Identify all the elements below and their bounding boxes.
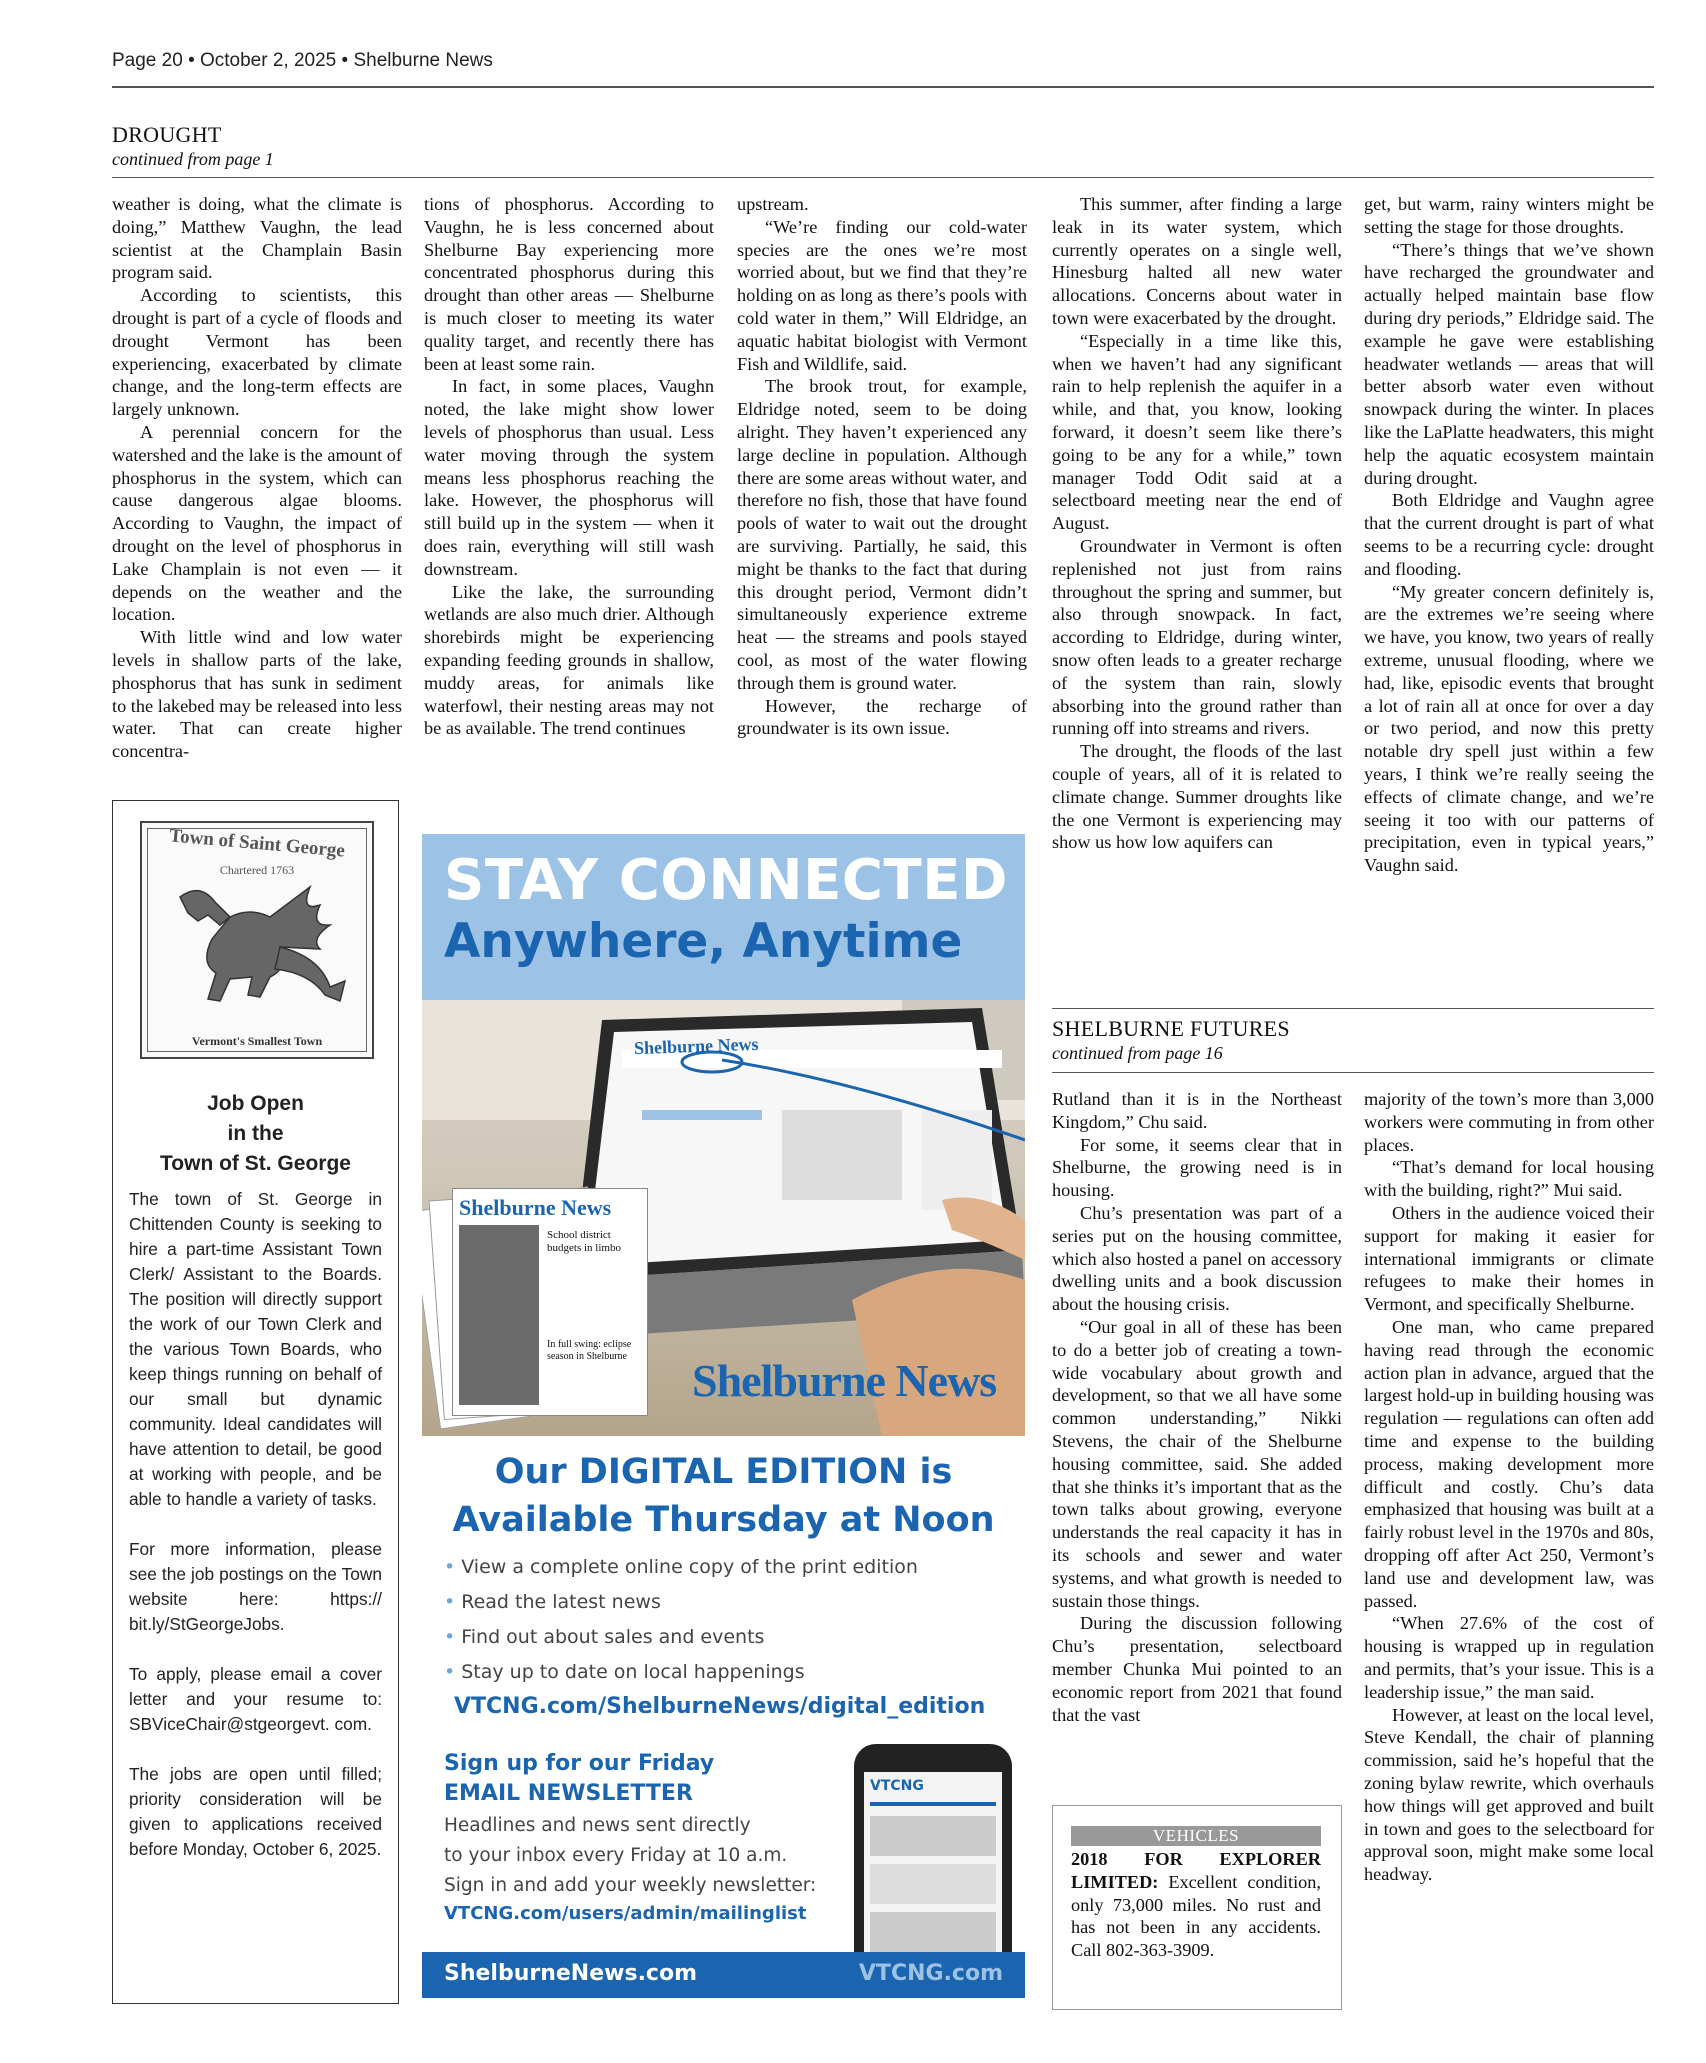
classified-category: VEHICLES	[1071, 1826, 1321, 1846]
drought-column-3	[737, 193, 1027, 740]
paper-masthead: Shelburne News	[459, 1195, 612, 1220]
paragraph: With little wind and low water levels in shallow parts of the lake, phosphorus that has sunk in sediment to the lakebed may be released into less water. That can create higher concentra-	[112, 627, 402, 762]
paper-subhead: In full swing: eclipse season in Shelburne	[547, 1339, 632, 1362]
paragraph: Rutland than it is in the Northeast Kingdom,” Chu said.	[1052, 1089, 1342, 1132]
paragraph: weather is doing, what the climate is doing,” Matthew Vaughn, the lead scientist at the Champlain Basin program said.	[112, 194, 402, 283]
phone-logo: VTCNG	[870, 1778, 924, 1794]
bullet-item: • Find out about sales and events	[444, 1626, 765, 1648]
seal-motto: Vermont's Smallest Town	[191, 1034, 323, 1048]
shelburnenews-link[interactable]: ShelburneNews.com	[444, 1961, 697, 1986]
drought-rule	[112, 177, 1654, 178]
paragraph: This summer, after finding a large leak in its water system, which currently operates on a single well, Hinesburg halted all new water allocations. Concerns about water in town were exacerbated by the drought.	[1052, 194, 1342, 328]
paragraph: Both Eldridge and Vaughn agree that the current drought is part of what seems to be a recurring cycle: drought and flooding.	[1364, 490, 1654, 579]
job-heading: Job Open in the Town of St. George	[160, 1092, 351, 1175]
paragraph: In fact, in some places, Vaughn noted, the lake might show lower levels of phosphorus than usual. Less water moving through the system means less phosphorus reaching the lake. However, the phosphorus will still build up in the system — when it does rain, everything will still wash downstream.	[424, 376, 714, 579]
page-folio: Page 20 • October 2, 2025 • Shelburne News	[112, 50, 493, 71]
shelburne-news-logo: Shelburne News	[692, 1355, 997, 1406]
paragraph: A perennial concern for the watershed and the lake is the amount of phosphorus in the system, which can cause dangerous algae blooms. According to Vaughn, the impact of drought on the level of phosphorus in Lake Champlain is not even — it depends on the weather and the location.	[112, 421, 402, 625]
folio-rule	[112, 86, 1654, 88]
paragraph: “My greater concern definitely is, are the extremes we’re seeing where we have, you know, two years of really extreme, unusual flooding, where we had, like, episodic events that brought a lot of rain all at once for over a day or two period, and now this pretty notable dry spell just within a few years, I think we’re really seeing the effects of climate change, and we’re seeing it too with our patterns of precipitation, even in typical years,” Vaughn said.	[1364, 581, 1654, 876]
paragraph: However, the recharge of groundwater is its own issue.	[737, 695, 1027, 739]
paragraph: For some, it seems clear that in Shelburne, the growing need is in housing.	[1052, 1134, 1342, 1201]
ad-digital-edition: Our DIGITAL EDITION is Available Thursday at Noon	[452, 1452, 995, 1540]
paragraph: “We’re finding our cold-water species are the ones we’re most worried about, but we find that they’re holding on as long as there’s pools with cold water in them,” Will Eldridge, an aquatic habitat biologist with Vermont Fish and Wildlife, said.	[737, 216, 1027, 374]
drought-column-4	[1052, 193, 1342, 854]
job-deadline: The jobs are open until filled; priority consideration will be given to applications received before Monday, October 6, 2025.	[129, 1764, 382, 1859]
paragraph: “That’s demand for local housing with the building, right?” Mui said.	[1364, 1157, 1654, 1201]
futures-head	[1052, 1016, 1290, 1064]
futures-rule-bottom	[1052, 1072, 1654, 1073]
paragraph: During the discussion following Chu’s presentation, selectboard member Chunka Mui pointed to an economic report from 2021 that found that the vast	[1052, 1613, 1342, 1725]
drought-title: DROUGHT	[112, 122, 222, 147]
futures-column-2	[1364, 1088, 1654, 1886]
vtcng-link[interactable]: VTCNG.com	[858, 1961, 1003, 1986]
job-info: For more information, please see the job postings on the Town website here: https:// bit.ly/StGeorgeJobs.	[129, 1539, 382, 1634]
futures-continued: continued from page 16	[1052, 1043, 1223, 1063]
paragraph: “Our goal in all of these has been to do a better job of creating a town-wide vocabulary about growth and development, so that we all have some common understanding,” Nikki Stevens, the chair of the Shelburne housing committee, said. She added that she thinks it’s important that as the town talks about growing, everyone understands the real capacity it has in its schools and sewer and water systems, and what growth is needed to sustain those things.	[1052, 1316, 1342, 1611]
classified-ad	[1052, 1805, 1342, 2010]
classified-text: Excellent condition, only 73,000 miles. No rust and has not been in any accidents. Call 802-363-3909.	[1071, 1871, 1321, 1961]
drought-column-5	[1364, 193, 1654, 877]
ad-footer	[422, 1952, 1025, 1998]
paragraph: Others in the audience voiced their support for making it easier for international immigrants or climate refugees to make their homes in Vermont, and specifically Shelburne.	[1364, 1202, 1654, 1315]
paragraph: The drought, the floods of the last couple of years, all of it is related to climate change. Summer droughts like the one Vermont is experiencing may show us how low aquifers can	[1052, 741, 1342, 853]
seal-chartered: Chartered 1763	[219, 863, 295, 877]
digital-edition-ad	[422, 834, 1025, 1998]
paragraph: get, but warm, rainy winters might be setting the stage for those droughts.	[1364, 194, 1654, 237]
futures-title: SHELBURNE FUTURES	[1052, 1016, 1290, 1041]
paper-headline: School district budgets in limbo	[547, 1229, 621, 1254]
paragraph: majority of the town’s more than 3,000 workers were commuting in from other places.	[1364, 1089, 1654, 1155]
futures-column-1	[1052, 1088, 1342, 1726]
screen-masthead: Shelburne News	[633, 1033, 759, 1059]
bullet-item: • Read the latest news	[444, 1591, 661, 1613]
job-ad-box	[112, 800, 399, 2004]
bullet-item: • Stay up to date on local happenings	[444, 1661, 805, 1683]
paragraph: “When 27.6% of the cost of housing is wrapped up in regulation and permits, that’s your issue. This is a leadership issue,” the man said.	[1364, 1613, 1654, 1702]
paragraph: Chu’s presentation was part of a series put on the housing committee, which also hosted a panel on accessory dwelling units and a book discussion about the housing crisis.	[1052, 1202, 1342, 1315]
town-seal	[140, 821, 374, 1059]
paragraph: upstream.	[737, 194, 809, 214]
job-body	[129, 1187, 382, 1887]
newsletter-heading: Sign up for our Friday EMAIL NEWSLETTER	[444, 1751, 715, 1806]
phone-image	[854, 1744, 1012, 1974]
paragraph: One man, who came prepared having read through the economic action plan in advance, argued that the largest hold-up in building housing was regulation — regulations can often add time and expense to the building process, making development more difficult and costly. Chu’s data emphasized that housing was built at a fairly robust level in the 1970s and 80s, dropping off after Act 250, Vermont’s land use and development law, was passed.	[1364, 1316, 1654, 1611]
drought-head	[112, 122, 274, 170]
paragraph: Like the lake, the surrounding wetlands are also much drier. Although shorebirds might be experiencing expanding feeding grounds in shallow, muddy areas, for animals like waterfowl, their nesting areas may not be as available. The trend continues	[424, 581, 714, 739]
drought-continued: continued from page 1	[112, 149, 274, 169]
paragraph: However, at least on the local level, Steve Kendall, the chair of planning commission, said he’s hopeful that the zoning bylaw rewrite, which overhauls how things will get approved and built in town and goes to the selectboard for approval soon, might make some local headway.	[1364, 1704, 1654, 1885]
bullet-item: • View a complete online copy of the print edition	[444, 1556, 918, 1578]
ad-banner	[422, 834, 1025, 1000]
drought-column-1	[112, 193, 402, 763]
job-description: The town of St. George in Chittenden County is seeking to hire a part-time Assistant Town Clerk/ Assistant to the Boards. The position will directly support the work of our Town Clerk and the various Town Boards, who keep things running on behalf of our small but dynamic community. Ideal candidates will have attention to detail, be good at working with people, and be able to handle a variety of tasks.	[129, 1189, 382, 1509]
job-apply: To apply, please email a cover letter and your resume to: SBViceChair@stgeorgevt. com.	[129, 1664, 382, 1734]
ad-headline: STAY CONNECTED	[444, 848, 1008, 913]
futures-rule-top	[1052, 1008, 1654, 1009]
newsletter-url[interactable]: VTCNG.com/users/admin/mailinglist	[444, 1903, 807, 1924]
classified-body	[1071, 1848, 1321, 1962]
paragraph: tions of phosphorus. According to Vaughn, he is less concerned about Shelburne Bay experiencing more concentrated phosphorus during this drought than other areas — Shelburne is much closer to meeting its water quality target, and recently there has been at least some rain.	[424, 194, 714, 374]
digital-edition-url[interactable]: VTCNG.com/ShelburneNews/digital_edition	[454, 1694, 986, 1719]
newspaper-stack	[424, 1188, 654, 1420]
paragraph: “There’s things that we’ve shown have recharged the groundwater and actually helped maintain base flow during dry periods,” Eldridge said. The example he gave were establishing headwater wetlands — areas that will better absorb water even without snowpack during the winter. In places like the LaPlatte headwaters, this might help the aquatic ecosystem maintain during drought.	[1364, 239, 1654, 488]
newsletter-body: Headlines and news sent directly to your inbox every Friday at 10 a.m. Sign in and add your weekly newsletter:	[444, 1815, 817, 1896]
ad-bullet-list	[444, 1550, 918, 1690]
ad-subheadline: Anywhere, Anytime	[444, 914, 963, 969]
seal-title: Town of Saint George	[168, 825, 346, 862]
paragraph: Groundwater in Vermont is often replenished not just from rains throughout the spring and summer, but also through snowpack. In fact, according to Eldridge, during winter, snow often leads to a greater recharge of the system than rain, slowly absorbing into the ground rather than running off into streams and rivers.	[1052, 535, 1342, 739]
paragraph: “Especially in a time like this, when we haven’t had any significant rain to help replenish the aquifer in a while, and that, you know, looking forward, it doesn’t seem like there’s going to be any for a while,” town manager Todd Odit said at a selectboard meeting near the end of August.	[1052, 330, 1342, 534]
classified-lead: 2018 FOR EXPLORER LIMITED:	[1071, 1849, 1321, 1892]
dragon-icon	[160, 877, 358, 1017]
paragraph: The brook trout, for example, Eldridge noted, seem to be doing alright. They haven’t experienced any large decline in population. Although there are some areas without water, and therefore no fish, those that have found pools of water to wait out the drought are surviving. Partially, he said, this might be thanks to the fact that during this drought period, Vermont didn’t simultaneously experience extreme heat — the streams and pools stayed cool, as most of the water flowing through them is ground water.	[737, 376, 1027, 693]
drought-column-2	[424, 193, 714, 740]
paragraph: According to scientists, this drought is part of a cycle of floods and drought Vermont has been experiencing, exacerbated by climate change, and the long-term effects are largely unknown.	[112, 285, 402, 420]
